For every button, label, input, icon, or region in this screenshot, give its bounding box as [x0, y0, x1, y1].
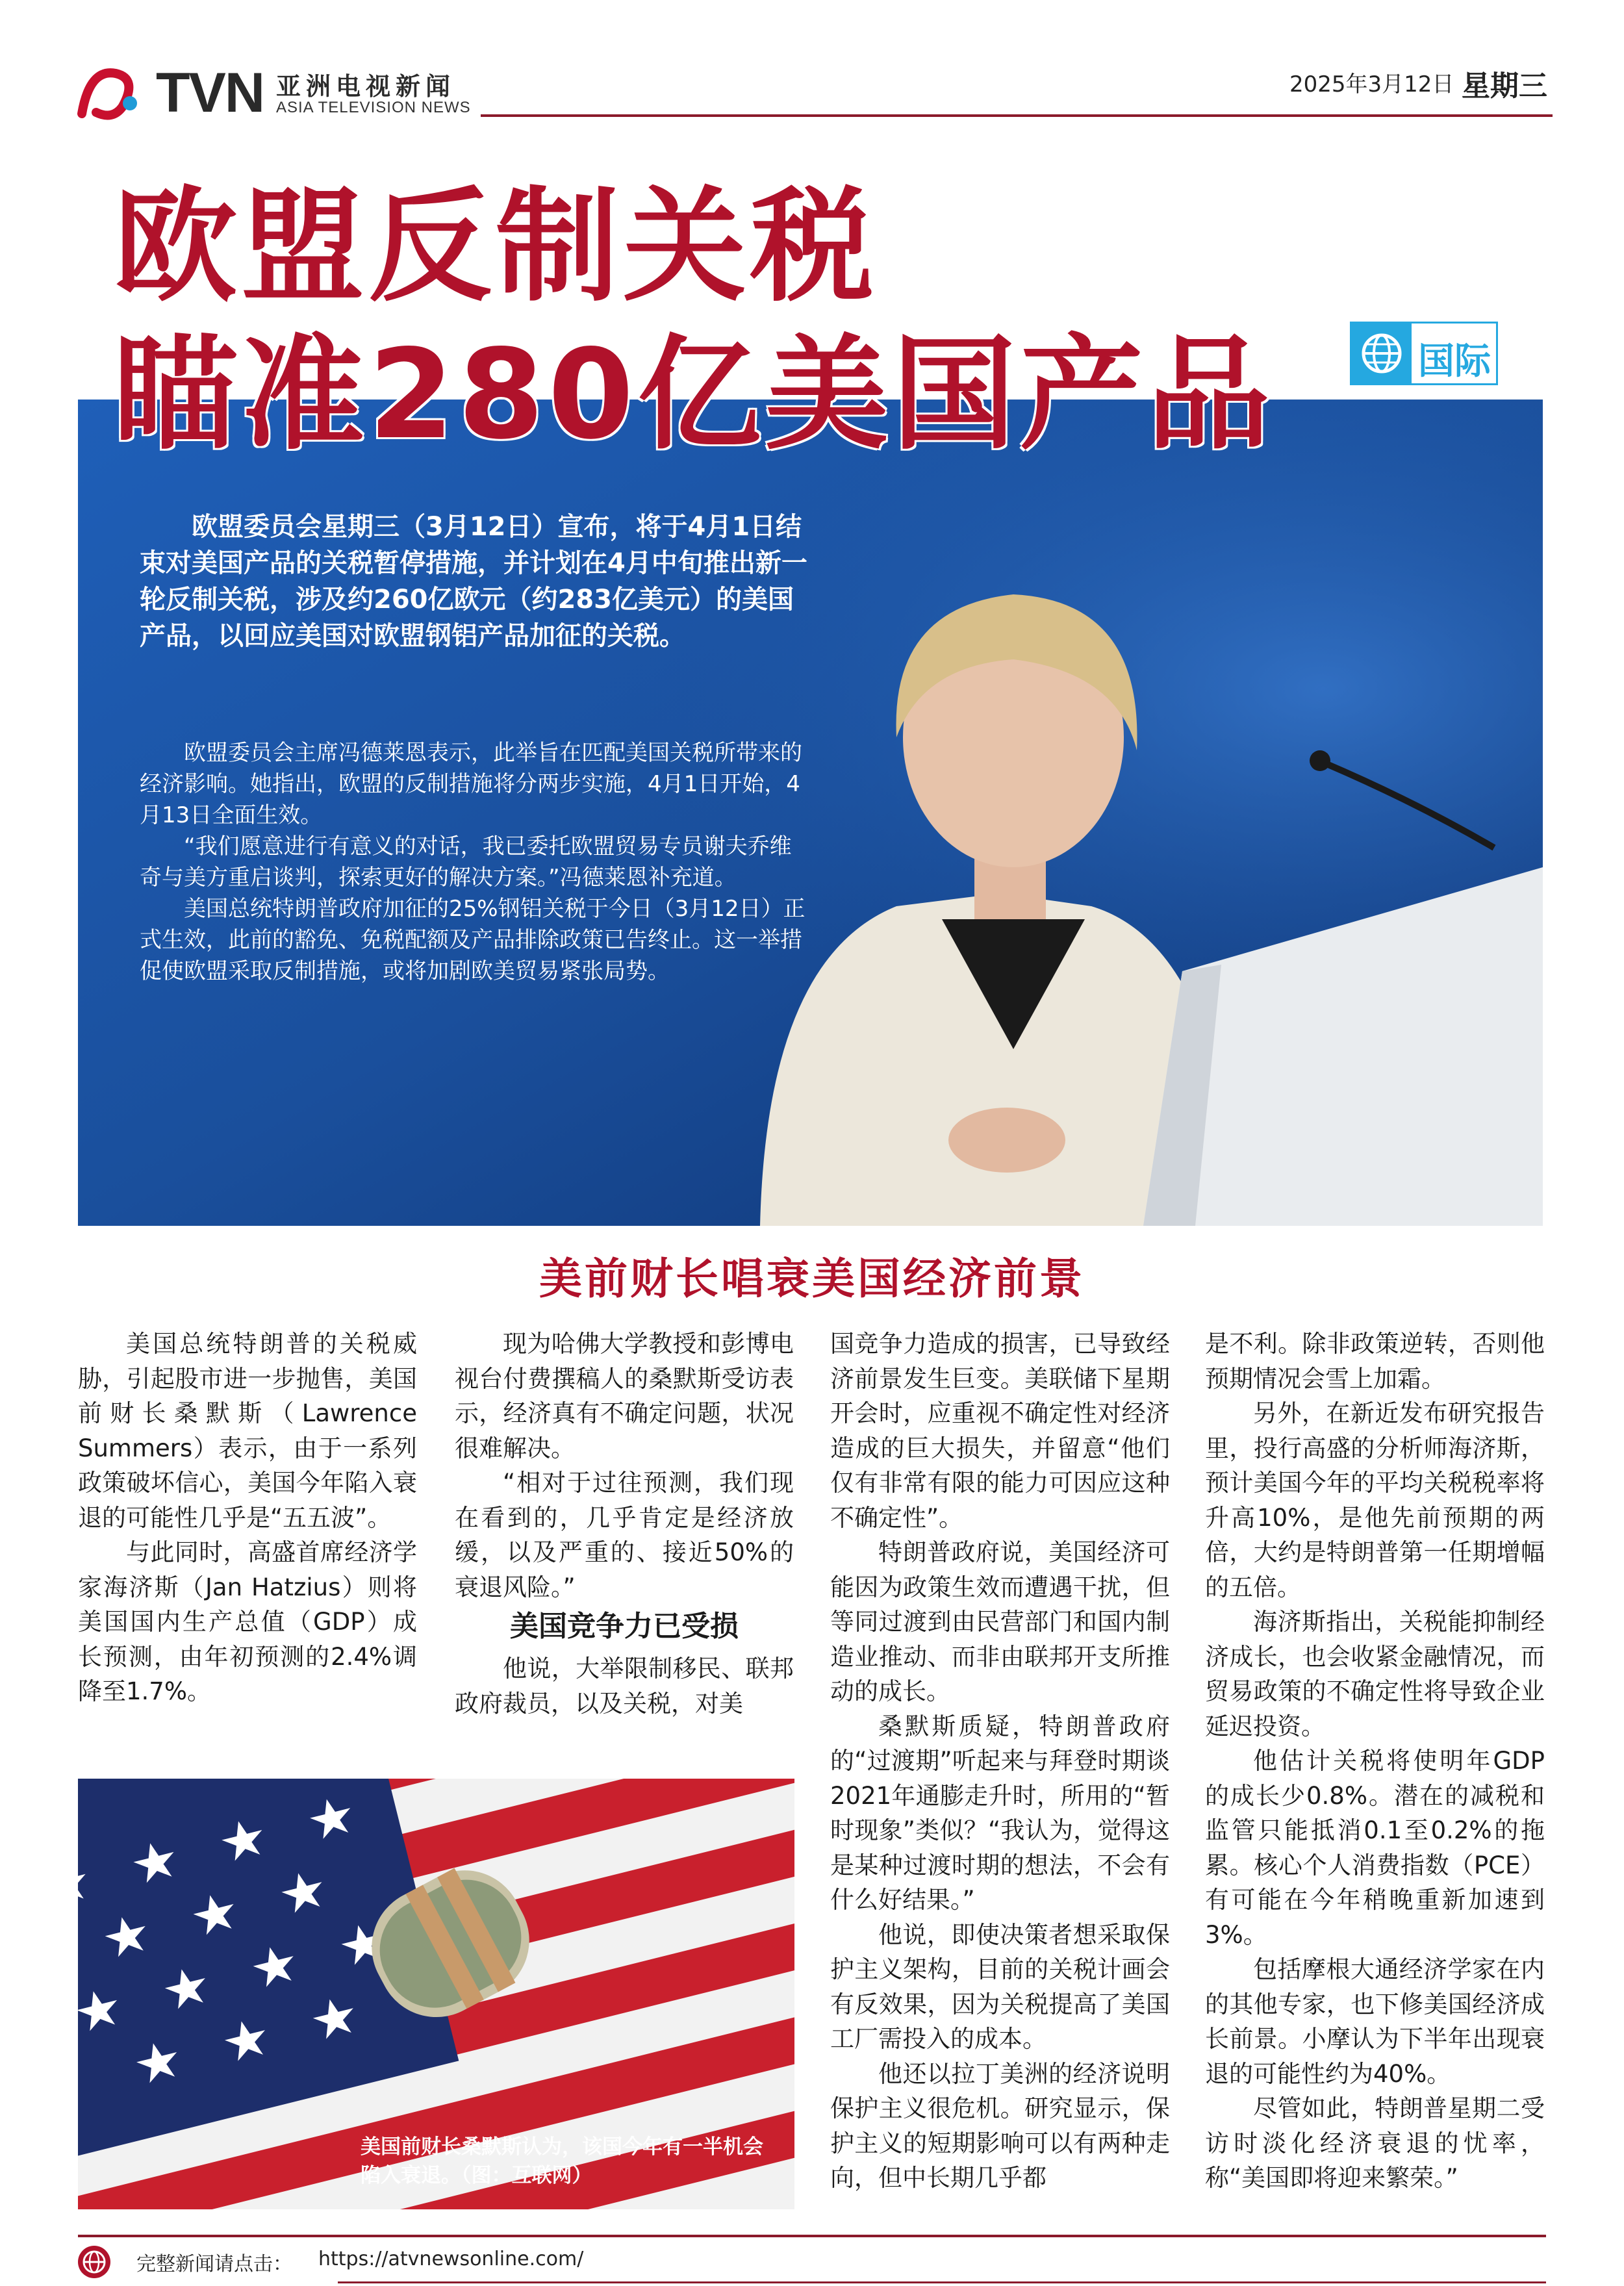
section-badge — [1350, 322, 1498, 385]
headline-line-2: 瞄准280亿美国产品 — [114, 323, 1275, 466]
sub-headline: 美前财长唱衰美国经济前景 — [539, 1254, 1085, 1304]
photo-caption: 美国前财长桑默斯认为，该国今年有一半机会陷入衰退。（图：互联网） — [361, 2135, 763, 2187]
footer-underline — [338, 2281, 1546, 2283]
issue-date: 2025年3月12日 — [1289, 71, 1454, 97]
paragraph: 他说，大举限制移民、联邦政府裁员，以及关税，对美 — [455, 1655, 794, 1718]
section-label: 国际 — [1418, 340, 1491, 383]
paragraph: 他估计关税将使明年GDP的成长少0.8%。潜在的减税和监管只能抵消0.1至0.2%的拖累。核心个人消费指数（PCE）有可能在今年稍晚重新加速到3%。 — [1205, 1747, 1545, 1949]
paragraph: 是不利。除非政策逆转，否则他预期情况会雪上加霜。 — [1205, 1330, 1545, 1393]
paragraph: 他还以拉丁美洲的经济说明保护主义很危机。研究显示，保护主义的短期影响可以有两种走向，但中长期几乎都 — [830, 2059, 1170, 2192]
article-column-2 — [455, 1327, 794, 1721]
paragraph: “相对于过往预测，我们现在看到的，几乎肯定是经济放缓，以及严重的、接近50%的衰退风险。” — [455, 1469, 794, 1601]
paragraph: 他说，即使决策者想采取保护主义架构，目前的关税计画会有反效果，因为关税提高了美国工厂需投入的成本。 — [830, 1920, 1170, 2053]
newspaper-emblem-icon — [77, 2244, 112, 2280]
paragraph: 美国总统特朗普的关税威胁，引起股市进一步抛售，美国前财长桑默斯（Lawrence Summers）表示，由于一系列政策破坏信心，美国今年陷入衰退的可能性几乎是“五五波”。 — [78, 1330, 417, 1532]
article-column-1 — [78, 1327, 417, 1709]
hero-photo — [78, 400, 1543, 1226]
brand-name-cn: 亚洲电视新闻 — [276, 72, 456, 101]
paragraph: 与此同时，高盛首席经济学家海济斯（Jan Hatzius）则将美国国内生产总值（GDP）成长预测，由年初预测的2.4%调降至1.7%。 — [78, 1538, 417, 1705]
hero-paragraph: 美国总统特朗普政府加征的25%钢铝关税于今日（3月12日）正式生效，此前的豁免、免税配额及产品排除政策已告终止。这一举措促使欧盟采取反制措施，或将加剧欧美贸易紧张局势。 — [140, 896, 806, 984]
footer-link[interactable]: https://atvnewsonline.com/ — [318, 2248, 584, 2270]
footer-label: 完整新闻请点击： — [136, 2253, 292, 2276]
paragraph: 尽管如此，特朗普星期二受访时淡化经济衰退的忧率，称“美国即将迎来繁荣。” — [1205, 2094, 1545, 2192]
paragraph: 包括摩根大通经济学家在内的其他专家，也下修美国经济成长前景。小摩认为下半年出现衰退的可能性约为40%。 — [1205, 1955, 1545, 2088]
paragraph: 另外，在新近发布研究报告里，投行高盛的分析师海济斯，预计美国今年的平均关税税率将升高10%，是他先前预期的两倍，大约是特朗普第一任期增幅的五倍。 — [1205, 1399, 1545, 1601]
header-divider — [481, 114, 1553, 117]
hero-paragraph: 欧盟委员会主席冯德莱恩表示，此举旨在匹配美国关税所带来的经济影响。她指出，欧盟的反制措施将分两步实施，4月1日开始，4月13日全面生效。 — [140, 740, 802, 828]
paragraph: 国竞争力造成的损害，已导致经济前景发生巨变。美联储下星期开会时，应重视不确定性对经济造成的巨大损失，并留意“他们仅有非常有限的能力可因应这种不确定性”。 — [830, 1330, 1170, 1532]
brand-name-en: ASIA TELEVISION NEWS — [276, 99, 471, 116]
paragraph: 海济斯指出，关税能抑制经济成长，也会收紧金融情况，而贸易政策的不确定性将导致企业延迟投资。 — [1205, 1608, 1545, 1740]
paragraph: 桑默斯质疑，特朗普政府的“过渡期”听起来与拜登时期谈2021年通膨走升时，所用的“暂时现象”类似？“我认为，觉得这是某种过渡时期的想法，不会有什么好结果。” — [830, 1712, 1170, 1914]
paragraph: 特朗普政府说，美国经济可能因为政策生效而遭遇干扰，但等同过渡到由民营部门和国内制造业推动、而非由联邦开支所推动的成长。 — [830, 1538, 1170, 1705]
issue-weekday: 星期三 — [1462, 70, 1547, 103]
article-column-4 — [1205, 1327, 1545, 2196]
globe-icon — [1352, 324, 1412, 383]
hero-body — [140, 737, 809, 987]
hero-paragraph: “我们愿意进行有意义的对话，我已委托欧盟贸易专员谢夫乔维奇与美方重启谈判，探索更好的解决方案。”冯德莱恩补充道。 — [140, 833, 792, 891]
headline-line-1: 欧盟反制关税 — [114, 175, 878, 318]
footer-divider — [78, 2235, 1546, 2237]
logo-wordmark: TVN — [156, 62, 264, 124]
section-subheading: 美国竞争力已受损 — [510, 1610, 739, 1643]
article-column-3 — [830, 1327, 1170, 2196]
paragraph: 现为哈佛大学教授和彭博电视台付费撰稿人的桑默斯受访表示，经济真有不确定问题，状况很难解决。 — [455, 1330, 794, 1462]
lead-paragraph: 欧盟委员会星期三（3月12日）宣布，将于4月1日结束对美国产品的关税暂停措施，并计划在4月中旬推出新一轮反制关税，涉及约260亿欧元（约283亿美元）的美国产品，以回应美国对欧盟钢铝产品加征的关税。 — [140, 512, 807, 651]
